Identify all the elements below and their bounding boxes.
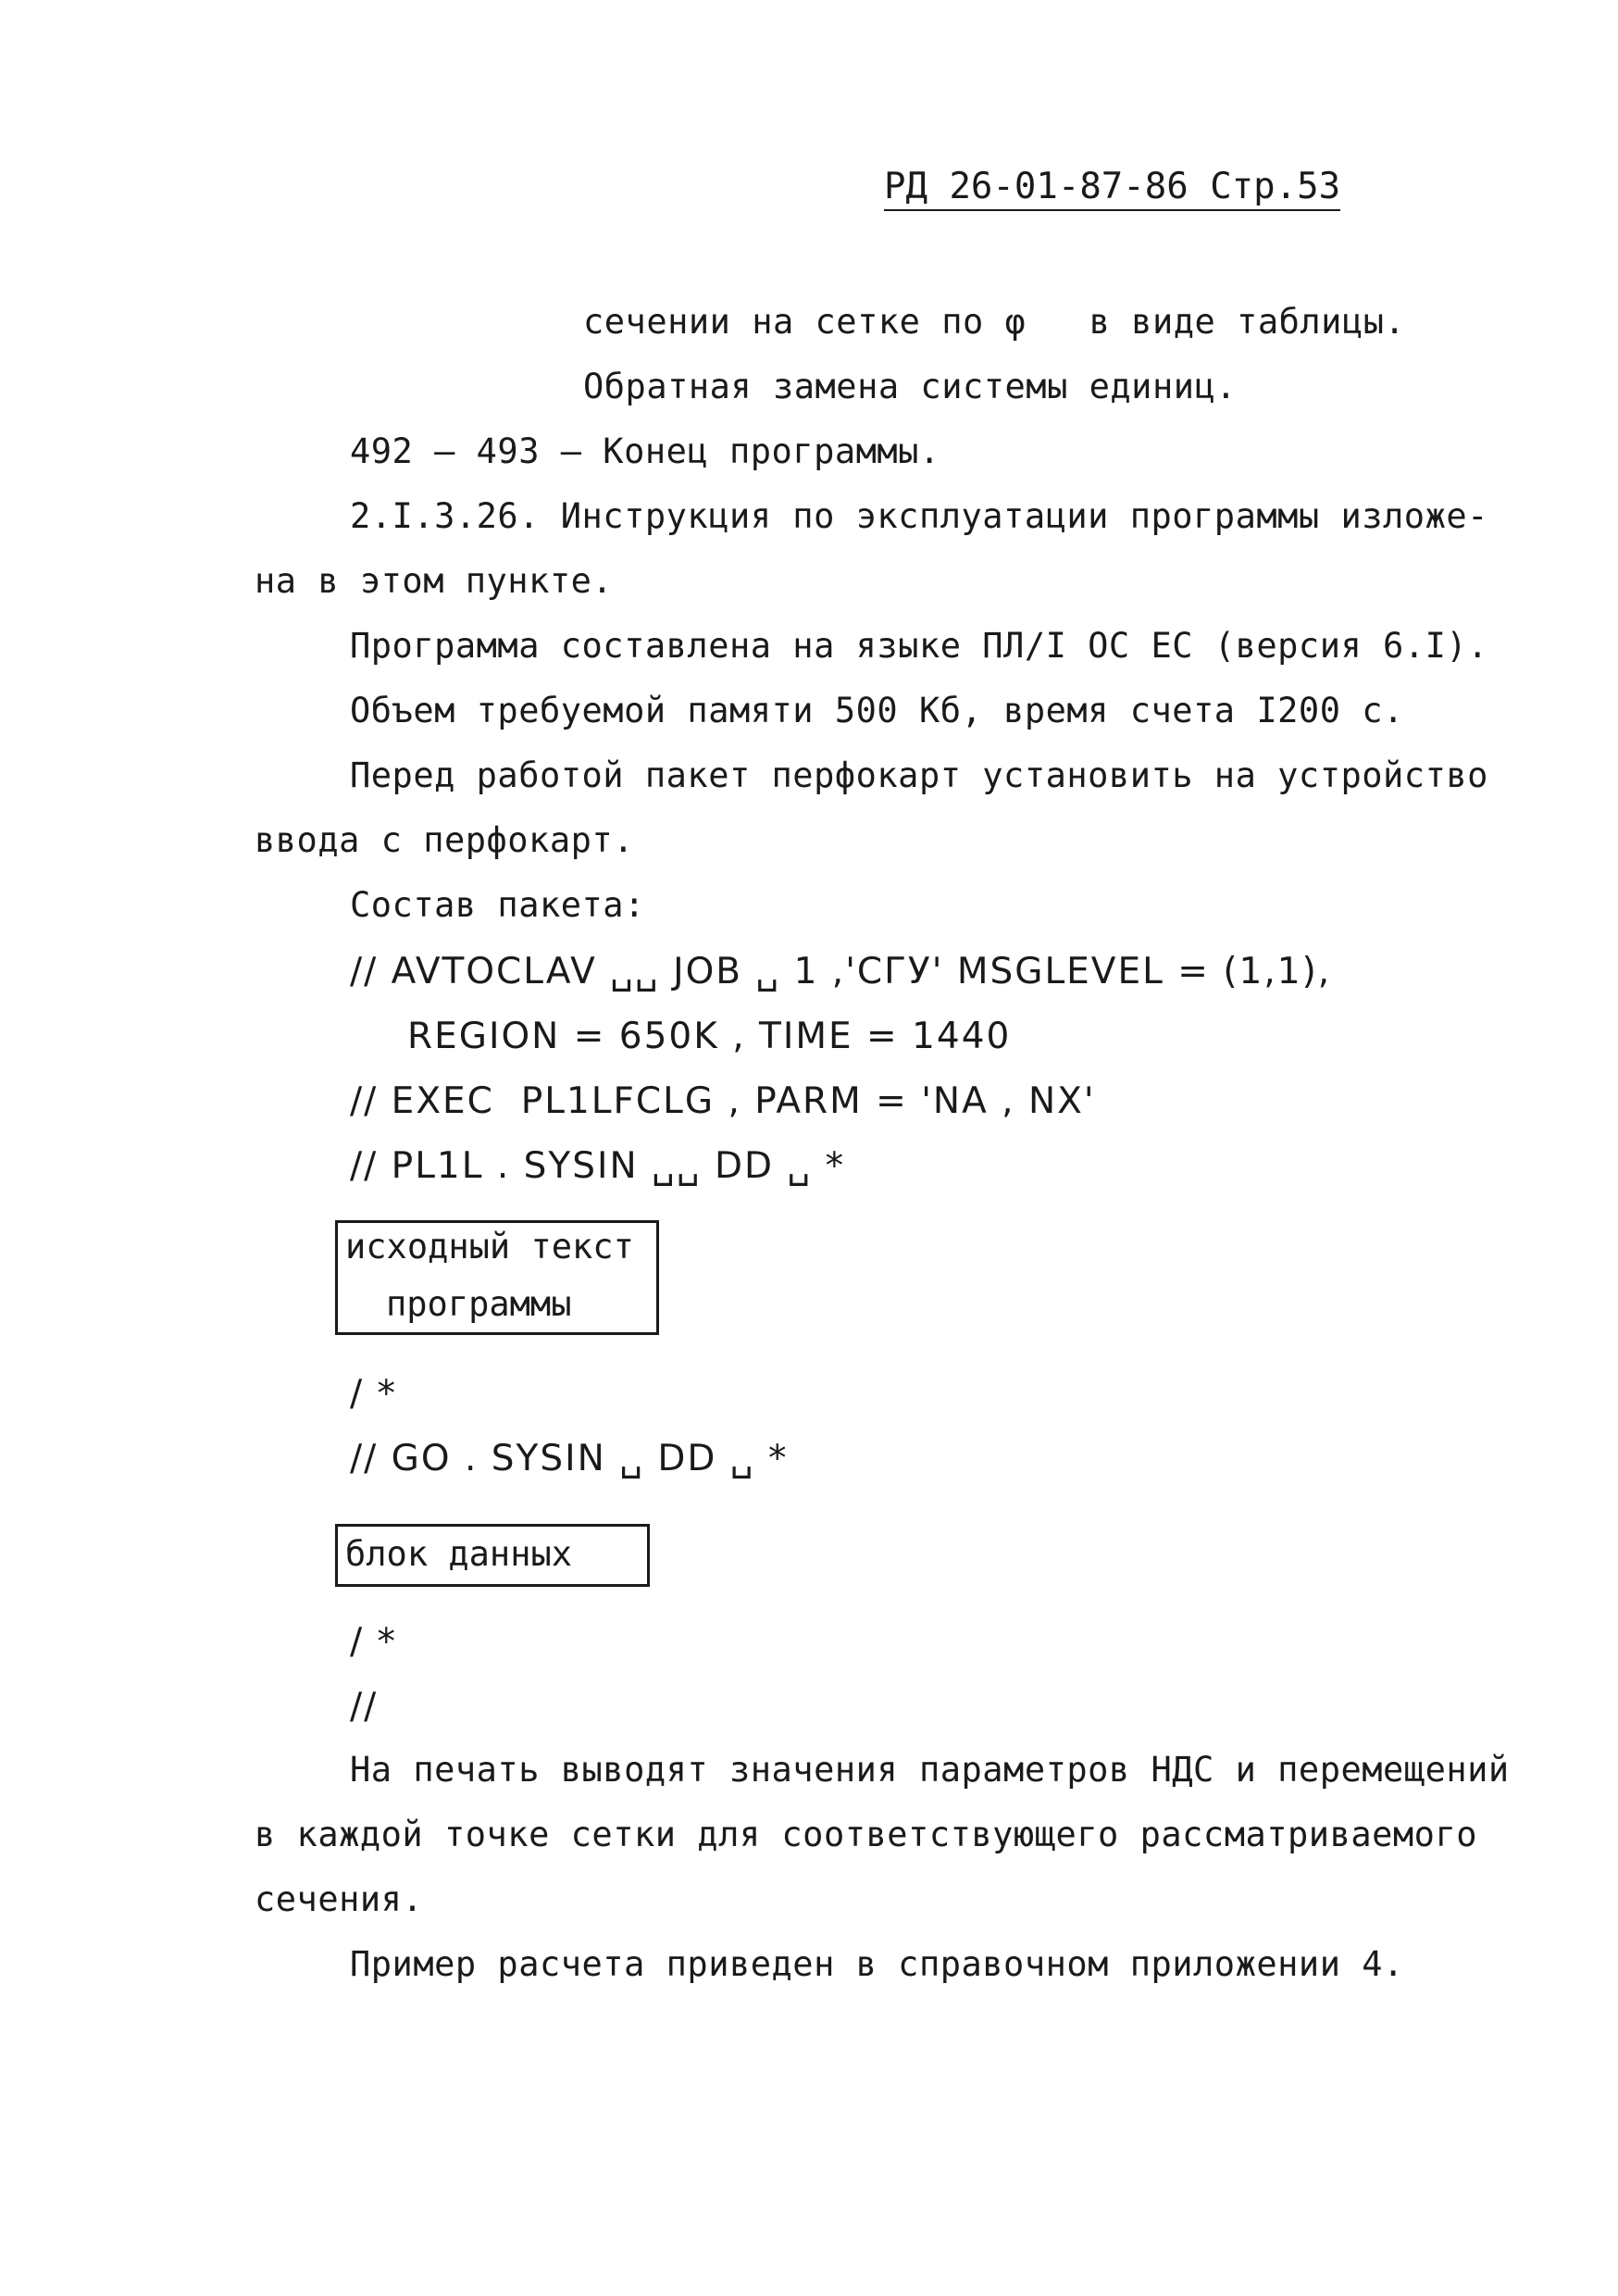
jcl-exec-card: // EXEC PL1LFCLG , PARM = 'NA , NX': [350, 1080, 1096, 1122]
section-heading-line: 2.I.3.26. Инструкция по эксплуатации программы изложе-: [350, 496, 1488, 536]
text-line: Состав пакета:: [350, 885, 645, 925]
source-text-box-line: программы: [386, 1284, 572, 1324]
jcl-delimiter: / *: [350, 1621, 398, 1663]
data-block-box-label: блок данных: [345, 1534, 573, 1574]
text-line: Программа составлена на языке ПЛ/I ОС ЕС (версия 6.I).: [350, 626, 1488, 666]
jcl-delimiter: / *: [350, 1373, 398, 1415]
text-line: Обратная замена системы единиц.: [583, 367, 1238, 406]
text-line: 492 – 493 – Конец программы.: [350, 431, 940, 471]
text-line: сечения.: [255, 1879, 424, 1919]
jcl-job-card-continuation: REGION = 650K , TIME = 1440: [407, 1016, 1012, 1057]
text-line: в каждой точке сетки для соответствующего рассматриваемого: [255, 1815, 1478, 1854]
text-line: ввода с перфокарт.: [255, 820, 634, 860]
jcl-go-sysin-card: // GO . SYSIN ␣ DD ␣ *: [350, 1438, 789, 1479]
jcl-job-card: // AVTOCLAV ␣␣ JOB ␣ 1 ,'СГУ' MSGLEVEL = (1,1),: [350, 951, 1332, 992]
source-text-box: [335, 1220, 659, 1335]
jcl-null-card: //: [350, 1686, 379, 1728]
data-block-box: [335, 1524, 650, 1587]
text-line: Пример расчета приведен в справочном приложении 4.: [350, 1944, 1404, 1984]
source-text-box-line: исходный текст: [345, 1227, 634, 1267]
text-line: Объем требуемой памяти 500 Кб, время счета I200 с.: [350, 691, 1404, 730]
jcl-sysin-card: // PL1L . SYSIN ␣␣ DD ␣ *: [350, 1145, 846, 1187]
text-line: Перед работой пакет перфокарт установить на устройство: [350, 755, 1488, 795]
page-header-doc-ref: РД 26-01-87-86 Стр.53: [884, 167, 1340, 211]
text-line: На печать выводят значения параметров НДС и перемещений: [350, 1750, 1510, 1790]
text-line: на в этом пункте.: [255, 561, 614, 601]
text-line: сечении на сетке по φ в виде таблицы.: [583, 302, 1406, 342]
